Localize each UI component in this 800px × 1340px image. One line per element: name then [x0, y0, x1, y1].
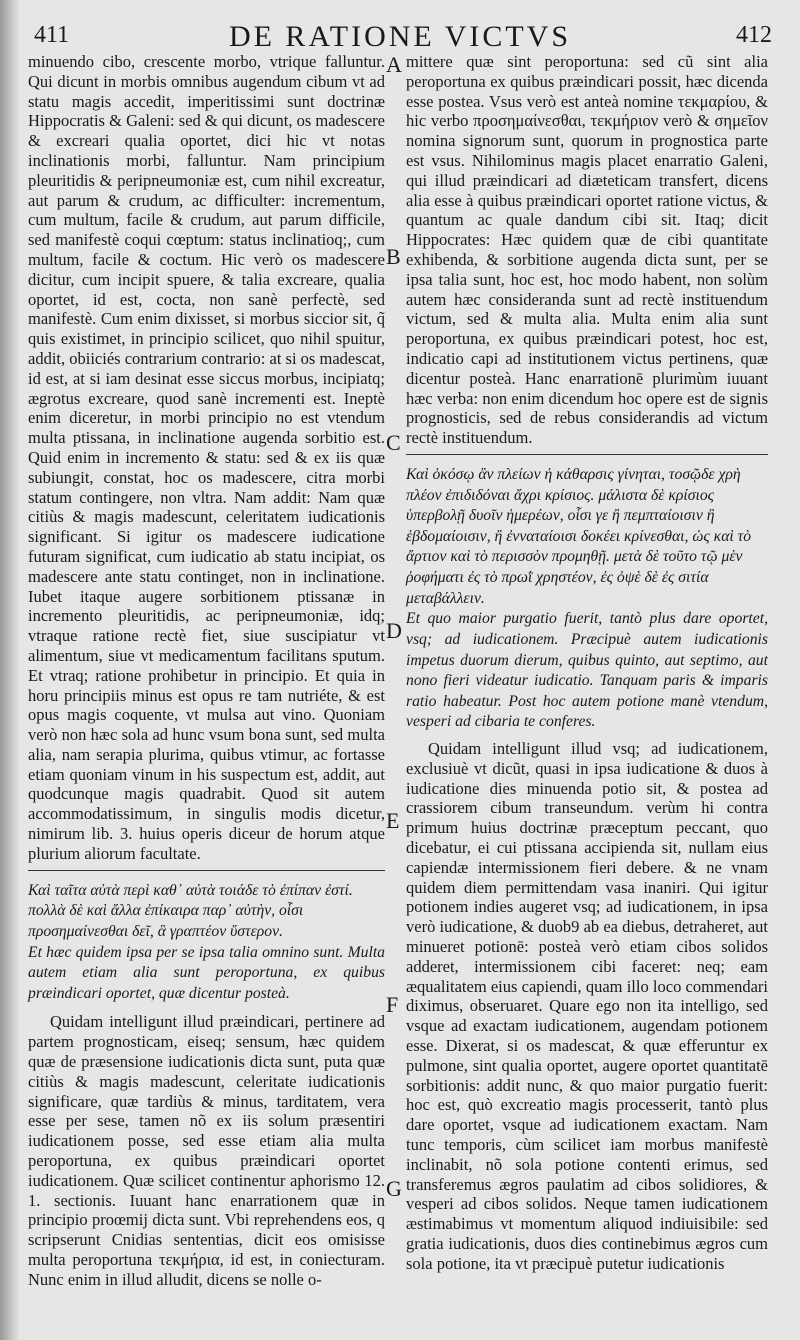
latin-translation: Et quo maior purgatio fuerit, tantò plus dare oportet, vsq; ad iudicationem. Præcipuè autem iudicationis impetus duorum dierum, quibus quinto, aut septimo, aut nono fieri videatur iudicatio. Tanquam paris & imparis ratio habeatur. Post hoc autem potione manè vtendum, vesperi ad cibaria te conferes.	[406, 610, 768, 731]
right-page-number: 412	[736, 22, 772, 48]
left-column	[28, 52, 385, 1290]
greek-lemma: Καὶ ὁκόσῳ ἂν πλείων ἡ κάθαρσις γίνηται, τοσῷδε χρὴ πλέον ἐπιδιδόναι ἄχρι κρίσιος. μάλιστα δὲ κρίσιος ὑπερβολῇ δυοῖν ἡμερέων, οἷσι γε ἢ πεμπταίοισιν ἢ ἑβδομαίοισιν, ἢ ἐνναταίοισι δοκέει κρίνεσθαι, ὡς καὶ τὸ ἄρτιον καὶ τὸ περισσὸν προμηθῇ. μετὰ δὲ τοῦτο τῷ μὲν ῥοφήματι ἐς τὸ πρωῒ χρηστέον, ἐς ὀψὲ δὲ ἐς σιτία μεταβάλλειν.	[406, 454, 768, 609]
page-header	[0, 12, 800, 52]
margin-letter-g: G	[386, 1176, 402, 1201]
running-title: DE RATIONE VICTVS	[228, 20, 572, 53]
margin-letter-d: D	[386, 618, 402, 643]
commentary-paragraph: mittere quæ sint peroportuna: sed cũ sint alia peroportuna ex quibus præindicari possit, hæc dicenda esse postea. Vsus verò est anteà nomine τεκμαρίου, & hic verbo προσημαίνεσθαι, τεκμήριον verò & σημεῖον nomina signorum sunt, quorum in prognostica parte est vsus. Nihilominus magis placet enarratio Galeni, qui illud præindicari ad diæteticam transfert, dicens alia esse à quibus præindicari oportet ratione victus, & quantum ac quale dandum cibi sit. Itaq; dicit Hippocrates: Hæc quidem quæ de cibi quantitate exhibenda, & sorbitione augenda dicta sunt, per se ipsa talia sunt, hoc est, hoc modo habent, non solùm autem hæc consideranda sunt ad rectè instituendum victum, sed & multa alia. Multa enim alia sunt peroportuna, ex quibus præindicari potest, hoc est, indicatio capi ad institutionem victus pertinens, quæ dicentur posteà. Hanc enarrationē plurimùm iuuant hæc verba: non enim dicendum hoc opere est de signis prognosticis, sed de rebus considerandis ad victum rectè instituendum.	[406, 52, 768, 448]
binding-shadow	[0, 0, 20, 1340]
margin-letter-a: A	[386, 52, 402, 77]
margin-letter-e: E	[386, 808, 400, 833]
right-column	[406, 52, 768, 1274]
commentary-paragraph: Quidam intelligunt illud præindicari, pertinere ad partem prognosticam, eiseq; sensum, hæc quidem quæ de præsensione iudicationis dicta sunt, puta quæ citiùs & magis madescunt, celeritate iudicationis significare, quæ tardiùs & minus, tarditatem, vera esse per sese, tamen nõ ex iis solum præsentiri iudicationem posse, sed esse etiam alia multa peroportuna, ex quibus præindicari oportet iudicationem. Quæ scilicet continentur aphorismo 12. 1. sectionis. Iuuant hanc enarrationem quæ in principio proœmij dicta sunt. Vbi reprehendens eos, q scripserunt Cnidias sententias, dicit eos omisisse multa peroportuna τεκμήρια, id est, in coniecturam. Nunc enim in illud alludit, dicens se nolle o-	[28, 1012, 385, 1289]
commentary-paragraph: Quidam intelligunt illud vsq; ad iudicationem, exclusiuè vt dicũt, quasi in ipsa iudicatione & duos à iudicatione dies minuenda potio sit, & postea ad crassiorem cibum transeundum. verùm hi contra primum huius doctrinæ præceptum peccant, quo dicebatur, ei cui ptissana accipienda sit, nullam eius capiendæ intermissionem fieri debere. & ne vnam quidem diem permittendam vasa inaniri. Qui igitur potionem indies augeret vsq; ad iudicationem, in ipsa verò iudicatione, & duob9 ab ea diebus, detraheret, aut minueret potionē: posteà verò etiam cibos solidos adderet, intermissionem cibi faceret: neq; eam æqualitatem eius capiendi, quam illo loco commendari diximus, obseruaret. Quare ego non ita intelligo, sed vsque ad exactam iudicationem, augendam potionem esse. Dixerat, si os madescat, & quæ efferuntur ex pulmone, sint qualia oportet, augere oportet quantitatē sorbitionis: addit nunc, & quo maior purgatio fuerit: hoc est, quò excreatio magis processerit, tantò plus dare oportet, vsque ad iudicationem exactam. Nam tunc temporis, cùm scilicet iam morbus manifestè inclinabit, nõ sola potione contenti erimus, sed transferemus ægros paulatim ad cibos solidiores, & vesperi ad cibos solidos. Neque tamen iudicationem æstimabimus vt momentum aliquod indiuisibile: sed gratia iudicationis, duos dies continebimus ægros cum sola potione, ita vt præcipuè putetur iudicationis	[406, 739, 768, 1273]
margin-letter-b: B	[386, 244, 401, 269]
margin-letter-f: F	[386, 992, 399, 1017]
latin-translation: Et hæc quidem ipsa per se ipsa talia omnino sunt. Multa autem etiam alia sunt peroportuna, ex quibus præindicari oportet, quæ dicentur posteà.	[28, 943, 385, 1002]
greek-lemma: Καὶ ταῖτα αὐτὰ περὶ καθ᾽ αὐτὰ τοιάδε τὸ ἐπίπαν ἐστί. πολλὰ δὲ καὶ ἄλλα ἐπίκαιρα παρ᾽ αὐτὴν, οἷσι προσημαίνεσθαι δεῖ, ἃ γραπτέον ὕστερον.	[28, 870, 385, 943]
commentary-paragraph: minuendo cibo, crescente morbo, vtrique falluntur. Qui dicunt in morbis omnibus augendum cibum vt ad statu magis accedit, imperitissimi sunt doctrinæ Hippocratis & Galeni: sed & qui dicunt, os madescere & excreari qualia oportet, dici hic vt notas inclinationis morbi, falluntur. Nam principium pleuritidis & peripneumoniæ est, cum nihil excreatur, aut parum & crudum, ac difficulter: incrementum, cum multum, facile & crudum, aut parum difficile, sed manifestè coqui cœptum: status inclinatioq;, cum multum, facile & coctum. Hic verò os madescere dicitur, cum incipit spuere, & talia excreare, qualia oportet, id est, cocta, non sanè perfectè, sed manifestè. Cum enim dixisset, si morbus siccior sit, q̃ quis existimet, in principio scilicet, quo nihil spuitur, addit, obiiciés contrarium contrario: at si os madescat, id est, at si iam desinat esse siccus morbus, incipiatq; ægrotus excreare, quod sanè incrementi est. Ineptè enim diceretur, in morbi principio no est vtendum multa ptissana, in inclinatione augenda sorbitio est. Quid enim in incremento & statu: sed & ex iis quæ subiungit, constat, hoc os madescere, citra morbi statum contingere, non vltra. Nam addit: Nam quæ citiùs & magis madescunt, celeritatem iudicationis significant. Si igitur os madescere iudicatione futuram significat, cum iudicatio ab statu incipiat, os madescere ante statu continget, non in inclinatione. Iubet itaque augere sorbitionem ptissanæ in incremento pleuritidis, ac peripneumoniæ, idq; vtraque ratione rectè fiet, siue suscipiatur vt alimentum, siue vt medicamentum facilitans sputum. Et vtraq; ratione prohibetur in principio. Et quia in horu principiis minus est opus re tam nutriéte, & est opus magis coquente, vt mulsa aut vino. Quoniam verò non hæc sola ad hunc vsum bona sunt, sed multa alia, nam serapia plurima, quibus vtimur, ac fortasse etiam quoniam vinum in his suspectum est, addit, aut quodcunque magis quadrabit. Quod sit autem accommodatissimum, in singulis modis dicetur, nimirum lib. 3. huius operis diceur de horum atque plurium aliorum facultate.	[28, 52, 385, 863]
left-page-number: 411	[34, 22, 70, 48]
margin-letter-c: C	[386, 430, 401, 455]
